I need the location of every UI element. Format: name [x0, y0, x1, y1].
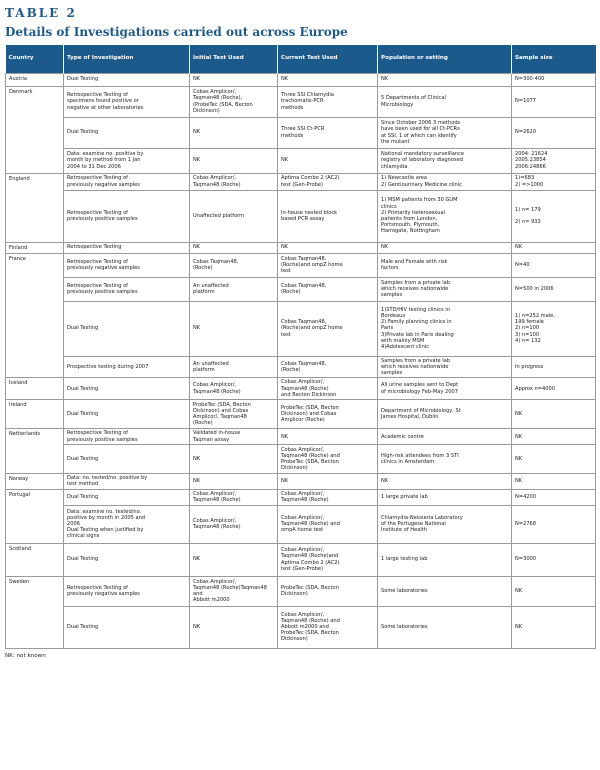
current-test-cell: Cobas Taqman48, (Roche)and ompZ home test [278, 253, 378, 277]
table-row [6, 117, 596, 148]
current-test-cell: Cobas Amplicor/, Taqman48 (Roche) and Abbott m2000 and ProbeTec (SDA, Becton Dickinson) [278, 606, 378, 648]
sample-size-cell: N=2768 [512, 505, 596, 543]
country-cell: Portugal [6, 489, 64, 543]
table-label: TABLE 2 [5, 6, 77, 20]
country-cell: Ireland [6, 400, 64, 429]
initial-test-cell: NK [190, 73, 278, 86]
type-of-investigation-cell: Dual Testing [64, 117, 190, 148]
initial-test-cell: An unaffected platform [190, 277, 278, 301]
current-test-cell: Cobas Amplicor/, Taqman48 (Roche) [278, 489, 378, 505]
current-test-cell: Cobas Taqman48, (Roche) [278, 356, 378, 378]
current-test-cell: Cobas Amplicor/, Taqman48 (Roche)and Aptima Combo 2 (AC2) test (Gen-Probe) [278, 543, 378, 576]
population-cell: NK [378, 73, 512, 86]
investigations-table [5, 45, 596, 649]
initial-test-cell: ProbeTec (SDA, Becton Dickinson) and Cobas Amplicor/, Taqman48 (Roche) [190, 400, 278, 429]
population-cell: Academic centre [378, 429, 512, 445]
sample-size-cell: N=40 [512, 253, 596, 277]
country-cell: Scotland [6, 543, 64, 576]
type-of-investigation-cell: Data: examine no. positive by month by method from 1 Jan 2004 to 31 Dec 2006 [64, 148, 190, 173]
table-row [6, 429, 596, 445]
table-row [6, 190, 596, 242]
country-cell: Iceland [6, 378, 64, 400]
current-test-cell: Aptima Combo 2 (AC2) test (Gen-Probe) [278, 173, 378, 190]
initial-test-cell: Validated in-house Taqman assay [190, 429, 278, 445]
current-test-cell: Cobas Taqman48, (Roche) [278, 277, 378, 301]
initial-test-cell: NK [190, 474, 278, 489]
sample-size-cell: N=3000 [512, 543, 596, 576]
initial-test-cell: NK [190, 606, 278, 648]
type-of-investigation-cell: Retrospective Testing of previously negative samples [64, 173, 190, 190]
population-cell: 1)STD/HIV testing clinics in Bordeaux 2) Family planning clinics in Paris 3)Private lab in Paris dealing with mainly MSM 4)Adolescent clinic [378, 301, 512, 356]
type-of-investigation-cell: Data: no. tested/no. positive by test method [64, 474, 190, 489]
current-test-cell: Cobas Amplicor/, Taqman48 (Roche) and ompA home test [278, 505, 378, 543]
initial-test-cell: NK [190, 543, 278, 576]
header-sample-size: Sample size [512, 45, 596, 73]
population-cell: Samples from a private lab which receives nationwide samples [378, 356, 512, 378]
population-cell: Samples from a private lab which receives nationwide samples [378, 277, 512, 301]
initial-test-cell: NK [190, 445, 278, 474]
table-row [6, 173, 596, 190]
sample-size-cell: NK [512, 606, 596, 648]
sample-size-cell: Approx n=4000 [512, 378, 596, 400]
sample-size-cell: NK [512, 576, 596, 606]
sample-size-cell: NK [512, 242, 596, 253]
current-test-cell: Cobas Taqman48, (Roche)and ompZ home test [278, 301, 378, 356]
country-cell: France [6, 253, 64, 378]
population-cell: 1) MSM patients from 30 GUM clinics 2) Primarily heterosexual patients from London, Portsmouth, Plymouth, Harrogate, Nottingham [378, 190, 512, 242]
type-of-investigation-cell: Retrospective Testing [64, 242, 190, 253]
current-test-cell: Cobas Amplicor/, Taqman48 (Roche) and Becton Dickinson [278, 378, 378, 400]
table-row [6, 301, 596, 356]
current-test-cell: ProbeTec (SDA, Becton Dickinson) and Cobas Amplicor (Roche) [278, 400, 378, 429]
country-cell: Denmark [6, 86, 64, 173]
current-test-cell: In-house nested block based PCR assay [278, 190, 378, 242]
population-cell: 5 Departments of Clinical Microbiology [378, 86, 512, 117]
current-test-cell: NK [278, 474, 378, 489]
current-test-cell: NK [278, 73, 378, 86]
table-row [6, 543, 596, 576]
type-of-investigation-cell: Dual Testing [64, 400, 190, 429]
table-header-row [6, 45, 596, 73]
type-of-investigation-cell: Data: examine no. tested/no. positive by month in 2005 and 2006 Dual Testing when justified by clinical signs [64, 505, 190, 543]
table-body [6, 73, 596, 648]
sample-size-cell: 1) n= 179 2) n= 933 [512, 190, 596, 242]
header-population: Population or setting [378, 45, 512, 73]
current-test-cell: Three SSI Chlamydia trachomatis-PCR methods [278, 86, 378, 117]
sample-size-cell: N=4200 [512, 489, 596, 505]
population-cell: Male and Female with risk factors [378, 253, 512, 277]
type-of-investigation-cell: Retrospective Testing of previously positive samples [64, 277, 190, 301]
population-cell: Chlamydia-Neisseria Laboratory of the Portugese National Institute of Health [378, 505, 512, 543]
type-of-investigation-cell: Dual Testing [64, 378, 190, 400]
sample-size-cell: 1) n=252 male, 199 female 2) n=100 3) n=100 4) n= 132 [512, 301, 596, 356]
type-of-investigation-cell: Dual Testing [64, 543, 190, 576]
header-initial-test: Initial Test Used [190, 45, 278, 73]
type-of-investigation-cell: Retrospective Testing of previously positive samples [64, 429, 190, 445]
header-country: Country [6, 45, 64, 73]
current-test-cell: NK [278, 242, 378, 253]
initial-test-cell: Cobas Amplicor/, Taqman48 (Roche) [190, 378, 278, 400]
initial-test-cell: Cobas Taqman48, (Roche) [190, 253, 278, 277]
initial-test-cell: An unaffected platform [190, 356, 278, 378]
table-row [6, 148, 596, 173]
type-of-investigation-cell: Dual Testing [64, 606, 190, 648]
table-row [6, 356, 596, 378]
type-of-investigation-cell: Dual Testing [64, 445, 190, 474]
population-cell: 1) Newcastle area 2) Gentiourinary Medicine clinic [378, 173, 512, 190]
sample-size-cell: In progress [512, 356, 596, 378]
table-row [6, 489, 596, 505]
table-row [6, 253, 596, 277]
sample-size-cell: N=2620 [512, 117, 596, 148]
table-row [6, 400, 596, 429]
table-row [6, 505, 596, 543]
current-test-cell: ProbeTec (SDA, Becton Dickinson) [278, 576, 378, 606]
table-row [6, 576, 596, 606]
country-cell: Netherlands [6, 429, 64, 474]
type-of-investigation-cell: Dual Testing [64, 73, 190, 86]
initial-test-cell: Cobas Amplicor/, Taqman48 (Roche) [190, 173, 278, 190]
type-of-investigation-cell: Retrospective Testing of previously negative samples [64, 576, 190, 606]
country-cell: England [6, 173, 64, 242]
type-of-investigation-cell: Dual Testing [64, 301, 190, 356]
population-cell: Department of Microbiology, St James Hospital, Dublin [378, 400, 512, 429]
sample-size-cell: NK [512, 445, 596, 474]
current-test-cell: Three SSI Ct-PCR methods [278, 117, 378, 148]
type-of-investigation-cell: Retrospective Testing of previously positive samples [64, 190, 190, 242]
table-row [6, 277, 596, 301]
population-cell: National mandatory surveillance registry of laboratory diagnosed chlamydia [378, 148, 512, 173]
sample-size-cell: NK [512, 400, 596, 429]
initial-test-cell: NK [190, 117, 278, 148]
population-cell: Some laboratories [378, 606, 512, 648]
sample-size-cell: N=1077 [512, 86, 596, 117]
population-cell: All urine samples sent to Dept of microbiology Feb-May 2007 [378, 378, 512, 400]
sample-size-cell: 1)=683 2) =>1000 [512, 173, 596, 190]
type-of-investigation-cell: Retrospective Testing of specimens found positive or negative at other laboratories [64, 86, 190, 117]
current-test-cell: NK [278, 148, 378, 173]
population-cell: NK [378, 242, 512, 253]
table-row [6, 242, 596, 253]
sample-size-cell: NK [512, 429, 596, 445]
initial-test-cell: NK [190, 301, 278, 356]
table-title: Details of Investigations carried out across Europe [5, 25, 348, 39]
initial-test-cell: NK [190, 148, 278, 173]
initial-test-cell: Cobas Amplicor/, Taqman48 (Roche)Taqman48 and Abbott m2000 [190, 576, 278, 606]
table-row [6, 474, 596, 489]
initial-test-cell: Cobas Amplicor/, Taqman48 (Roche), (ProbeTec (SDA, Becton Dickinson) [190, 86, 278, 117]
type-of-investigation-cell: Prospective testing during 2007 [64, 356, 190, 378]
table-row [6, 73, 596, 86]
country-cell: Norway [6, 474, 64, 489]
table-row [6, 606, 596, 648]
sample-size-cell: N=300-400 [512, 73, 596, 86]
country-cell: Austria [6, 73, 64, 86]
population-cell: Since October 2006 3 methods have been used for all Ct-PCRs at SSI, 1 of which can identify the mutant [378, 117, 512, 148]
initial-test-cell: NK [190, 242, 278, 253]
table-row [6, 86, 596, 117]
population-cell: 1 large private lab [378, 489, 512, 505]
table-row [6, 445, 596, 474]
current-test-cell: NK [278, 429, 378, 445]
footnote: NK: not known [5, 652, 46, 659]
population-cell: NK [378, 474, 512, 489]
population-cell: 1 large testing lab [378, 543, 512, 576]
initial-test-cell: Cobas Amplicor/, Taqman48 (Roche) [190, 489, 278, 505]
country-cell: Sweden [6, 576, 64, 648]
initial-test-cell: Cobas Amplicor/, Taqman48 (Roche) [190, 505, 278, 543]
sample-size-cell: NK [512, 474, 596, 489]
sample-size-cell: N=500 in 2006 [512, 277, 596, 301]
sample-size-cell: 2004: 21624 2005:23854 2006:24866 [512, 148, 596, 173]
table-row [6, 378, 596, 400]
type-of-investigation-cell: Retrospective Testing of previously negative samples [64, 253, 190, 277]
type-of-investigation-cell: Dual Testing [64, 489, 190, 505]
current-test-cell: Cobas Amplicor/, Taqman48 (Roche) and ProbeTec (SDA, Becton Dickinson) [278, 445, 378, 474]
population-cell: Some laboratories [378, 576, 512, 606]
header-current-test: Current Test Used [278, 45, 378, 73]
population-cell: High-risk attendees from 3 STI clinics in Amsterdam [378, 445, 512, 474]
country-cell: Finland [6, 242, 64, 253]
header-type-of-investigation: Type of Investigation [64, 45, 190, 73]
initial-test-cell: Unaffected platform [190, 190, 278, 242]
